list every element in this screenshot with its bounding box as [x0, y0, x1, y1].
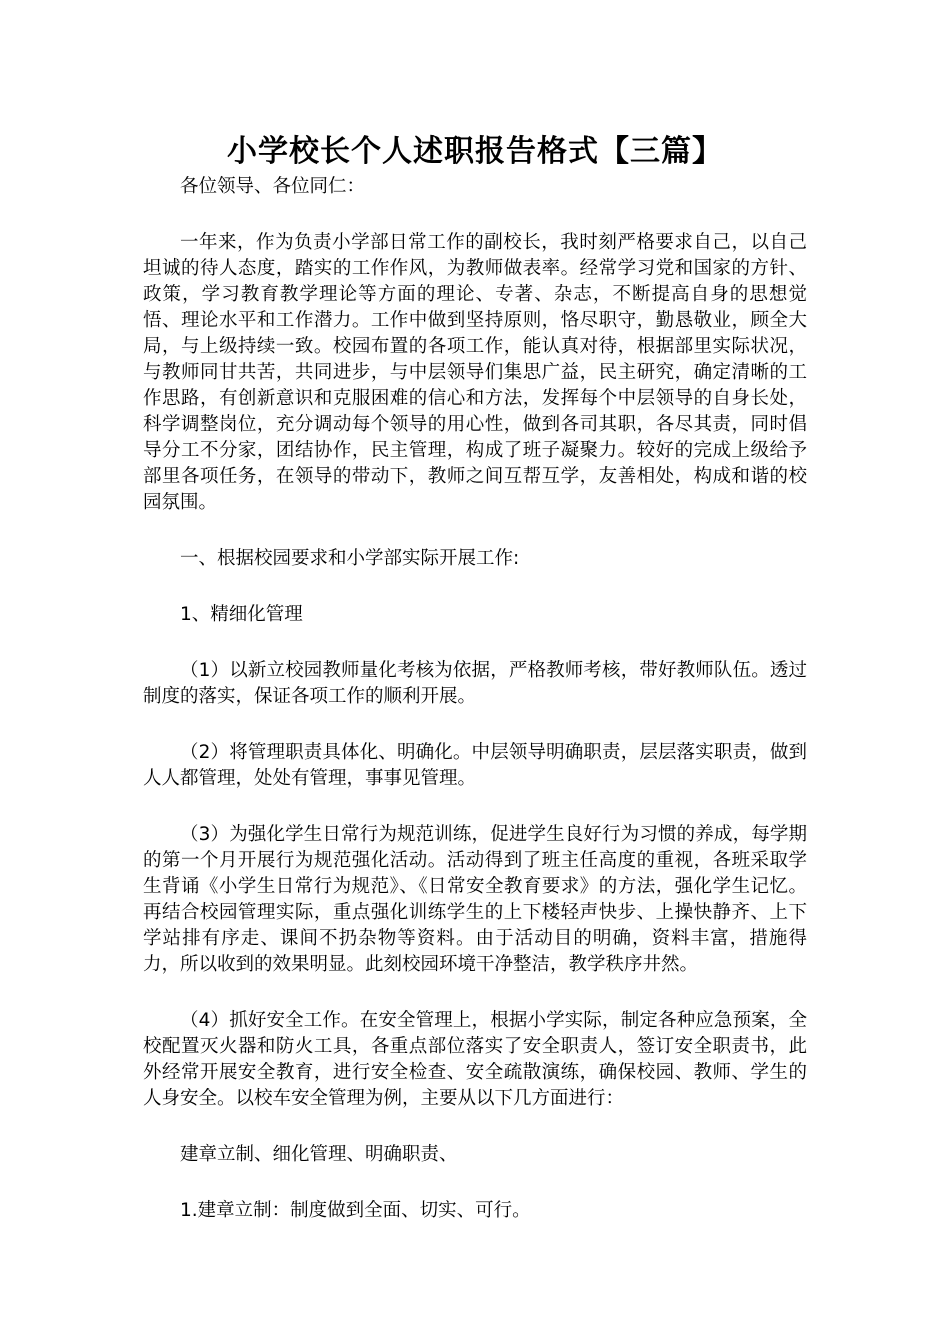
body-paragraph: （1）以新立校园教师量化考核为依据，严格教师考核，带好教师队伍。透过制度的落实，保证各项工作的顺利开展。: [143, 660, 807, 707]
body-paragraph: 一年来，作为负责小学部日常工作的副校长，我时刻严格要求自己，以自己坦诚的待人态度，踏实的工作作风，为教师做表率。经常学习党和国家的方针、政策，学习教育教学理论等方面的理论、专著、杂志，不断提高自身的思想觉悟、理论水平和工作潜力。工作中做到坚持原则，恪尽职守，勤恳敬业，顾全大局，与上级持续一致。校园布置的各项工作，能认真对待，根据部里实际状况，与教师同甘共苦，共同进步，与中层领导们集思广益，民主研究，确定清晰的工作思路，有创新意识和克服困难的信心和方法，发挥每个中层领导的自身长处，科学调整岗位，充分调动每个领导的用心性，做到各司其职，各尽其责，同时倡导分工不分家，团结协作，民主管理，构成了班子凝聚力。较好的完成上级给予部里各项任务，在领导的带动下，教师之间互帮互学，友善相处，构成和谐的校园氛围。: [143, 232, 807, 513]
body-paragraph: 1.建章立制：制度做到全面、切实、可行。: [180, 1200, 531, 1221]
document-title: 小学校长个人述职报告格式【三篇】: [227, 134, 723, 169]
body-paragraph: （4）抓好安全工作。在安全管理上，根据小学实际，制定各种应急预案，全校配置灭火器和防火工具，各重点部位落实了安全职责人，签订安全职责书，此外经常开展安全教育，进行安全检查、安全疏散演练，确保校园、教师、学生的人身安全。以校车安全管理为例，主要从以下几方面进行：: [143, 1010, 807, 1109]
body-paragraph: （2）将管理职责具体化、明确化。中层领导明确职责，层层落实职责，做到人人都管理，处处有管理，事事见管理。: [143, 742, 807, 789]
body-paragraph: 建章立制、细化管理、明确职责、: [180, 1144, 458, 1165]
subsection-heading: 1、精细化管理: [180, 604, 303, 625]
document-body: [143, 174, 807, 1224]
body-paragraph: （3）为强化学生日常行为规范训练，促进学生良好行为习惯的养成，每学期的第一个月开展行为规范强化活动。活动得到了班主任高度的重视，各班采取学生背诵《小学生日常行为规范》、《日常安全教育要求》的方法，强化学生记忆。再结合校园管理实际，重点强化训练学生的上下楼轻声快步、上操快静齐、上下学站排有序走、课间不扔杂物等资料。由于活动目的明确，资料丰富，措施得力，所以收到的效果明显。此刻校园环境干净整洁，教学秩序井然。: [143, 824, 807, 975]
section-heading: 一、根据校园要求和小学部实际开展工作:: [180, 548, 520, 569]
salutation-paragraph: 各位领导、各位同仁：: [180, 176, 366, 197]
